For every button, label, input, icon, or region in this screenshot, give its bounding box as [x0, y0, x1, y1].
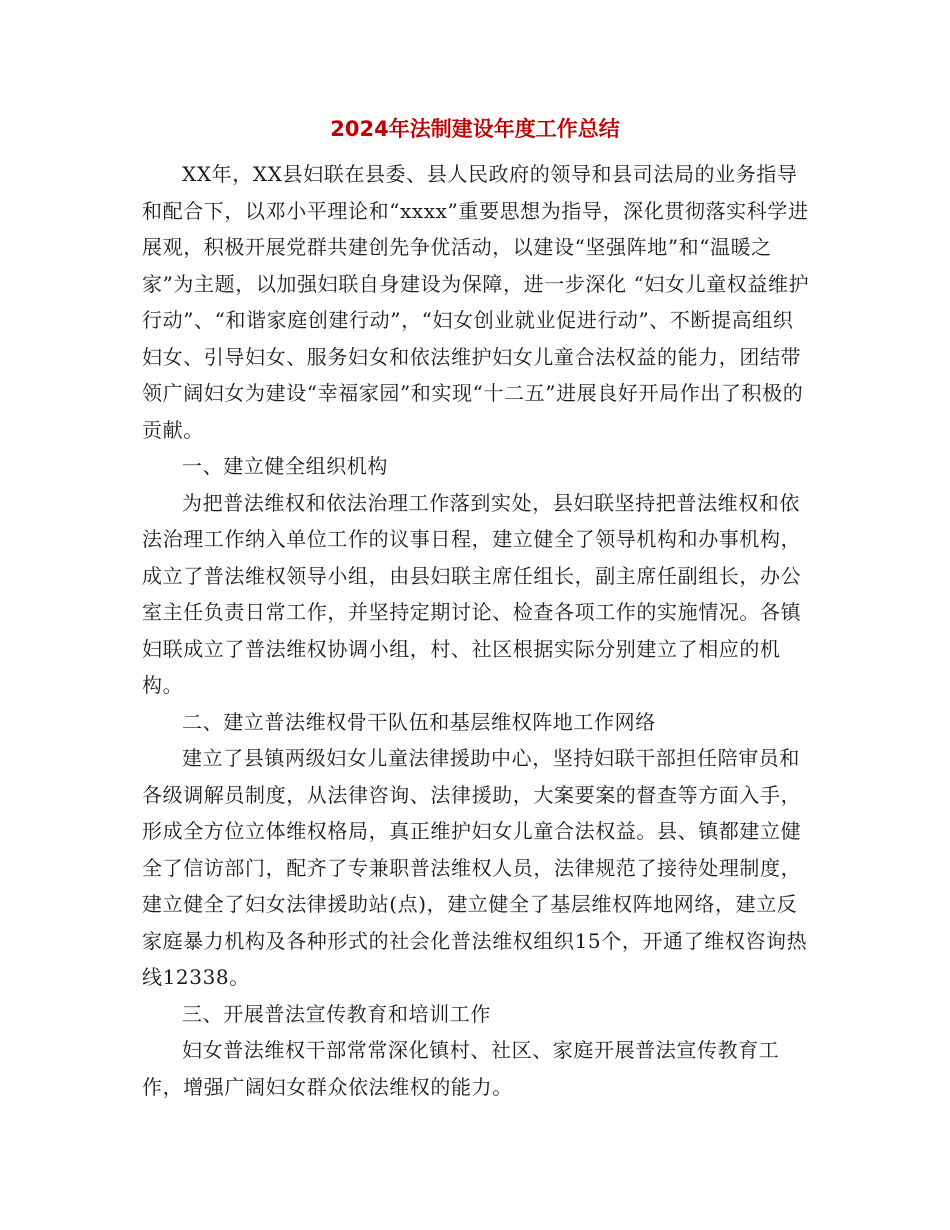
section-2-paragraph: 建立了县镇两级妇女儿童法律援助中心，坚持妇联干部担任陪审员和各级调解员制度，从法律咨询、法律援助，大案要案的督查等方面入手，形成全方位立体维权格局，真正维护妇女儿童合法权益。县、镇都建立健全了信访部门，配齐了专兼职普法维权人员，法律规范了接待处理制度，建立健全了妇女法律援助站(点)，建立健全了基层维权阵地网络，建立反家庭暴力机构及各种形式的社会化普法维权组织15个，开通了维权咨询热线12338。 — [142, 746, 808, 989]
section-1-paragraph: 为把普法维权和依法治理工作落到实处，县妇联坚持把普法维权和依法治理工作纳入单位工作的议事日程，建立健全了领导机构和办事机构，成立了普法维权领导小组，由县妇联主席任组长，副主席任副组长，办公室主任负责日常工作，并坚持定期讨论、检查各项工作的实施情况。各镇妇联成立了普法维权协调小组，村、社区根据实际分别建立了相应的机构。 — [142, 490, 802, 697]
section-3-paragraph: 妇女普法维权干部常常深化镇村、社区、家庭开展普法宣传教育工作，增强广阔妇女群众依法维权的能力。 — [142, 1038, 780, 1099]
document-body — [142, 156, 810, 1105]
section-heading-1: 一、建立健全组织机构 — [182, 454, 388, 478]
section-heading-3: 三、开展普法宣传教育和培训工作 — [182, 1001, 491, 1026]
section-heading-2: 二、建立普法维权骨干队伍和基层维权阵地工作网络 — [182, 709, 656, 734]
intro-paragraph: XX年，XX县妇联在县委、县人民政府的领导和县司法局的业务指导和配合下，以邓小平理论和“xxxx”重要思想为指导，深化贯彻落实科学进展观，积极开展党群共建创先争优活动，以建设“坚强阵地”和“温暖之家”为主题，以加强妇联自身建设为保障，进一步深化 “妇女儿童权益维护行动”、“和谐家庭创建行动”，“妇女创业就业促进行动”、不断提高组织妇女、引导妇女、服务妇女和依法维护妇女儿童合法权益的能力，团结带领广阔妇女为建设“幸福家园”和实现“十二五”进展良好开局作出了积极的贡献。 — [142, 162, 810, 442]
document-title: 2024年法制建设年度工作总结 — [330, 117, 620, 141]
